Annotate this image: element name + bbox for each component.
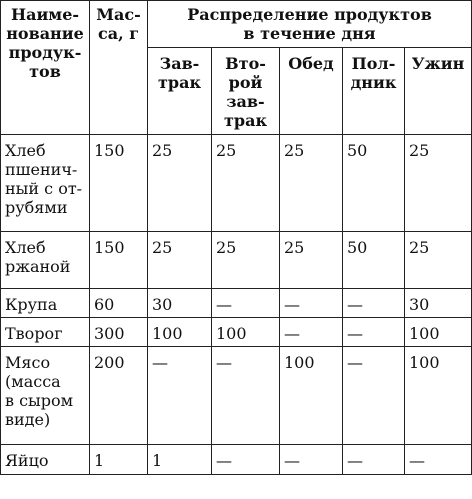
cell-snack: — xyxy=(343,289,405,318)
header-meal-breakfast: Зав- трак xyxy=(148,48,212,135)
cell-snack: — xyxy=(343,347,405,445)
cell-breakfast: 1 xyxy=(148,445,212,475)
table-row xyxy=(1,232,472,289)
cell-product-name: Яйцо xyxy=(1,445,90,475)
cell-breakfast: 25 xyxy=(148,135,212,232)
cell-mass: 60 xyxy=(90,289,148,318)
header-meal-second-breakfast: Вто- рой зав- трак xyxy=(212,48,280,135)
table-row xyxy=(1,289,472,318)
cell-second-breakfast: 25 xyxy=(212,135,280,232)
cell-breakfast: 100 xyxy=(148,318,212,347)
cell-product-name: Крупа xyxy=(1,289,90,318)
cell-second-breakfast: 25 xyxy=(212,232,280,289)
cell-second-breakfast: 100 xyxy=(212,318,280,347)
cell-second-breakfast: — xyxy=(212,289,280,318)
header-meal-snack: Пол- дник xyxy=(343,48,405,135)
cell-breakfast: 25 xyxy=(148,232,212,289)
cell-product-name: Хлеб пшенич- ный с от- рубями xyxy=(1,135,90,232)
cell-product-name: Мясо (масса в сыром виде) xyxy=(1,347,90,445)
cell-snack: 50 xyxy=(343,232,405,289)
cell-product-name: Творог xyxy=(1,318,90,347)
cell-snack: — xyxy=(343,445,405,475)
cell-dinner: 25 xyxy=(405,135,472,232)
header-distribution: Распределение продуктов в течение дня xyxy=(148,1,472,48)
cell-lunch: — xyxy=(280,445,343,475)
cell-second-breakfast: — xyxy=(212,445,280,475)
header-meal-dinner: Ужин xyxy=(405,48,472,135)
cell-dinner: 25 xyxy=(405,232,472,289)
table-row xyxy=(1,135,472,232)
cell-lunch: 100 xyxy=(280,347,343,445)
cell-breakfast: — xyxy=(148,347,212,445)
cell-lunch: — xyxy=(280,318,343,347)
cell-lunch: 25 xyxy=(280,135,343,232)
cell-dinner: 100 xyxy=(405,347,472,445)
cell-product-name: Хлеб ржаной xyxy=(1,232,90,289)
header-row xyxy=(1,1,472,48)
cell-lunch: 25 xyxy=(280,232,343,289)
table-row xyxy=(1,318,472,347)
cell-mass: 200 xyxy=(90,347,148,445)
cell-second-breakfast: — xyxy=(212,347,280,445)
cell-dinner: — xyxy=(405,445,472,475)
cell-mass: 300 xyxy=(90,318,148,347)
cell-lunch: — xyxy=(280,289,343,318)
cell-mass: 150 xyxy=(90,232,148,289)
cell-mass: 1 xyxy=(90,445,148,475)
table-row xyxy=(1,347,472,445)
header-product-name: Наиме- нование продук- тов xyxy=(1,1,90,135)
cell-breakfast: 30 xyxy=(148,289,212,318)
header-meal-lunch: Обед xyxy=(280,48,343,135)
cell-mass: 150 xyxy=(90,135,148,232)
cell-snack: — xyxy=(343,318,405,347)
cell-dinner: 30 xyxy=(405,289,472,318)
table-row xyxy=(1,445,472,475)
cell-snack: 50 xyxy=(343,135,405,232)
cell-dinner: 100 xyxy=(405,318,472,347)
header-mass: Мас- са, г xyxy=(90,1,148,135)
